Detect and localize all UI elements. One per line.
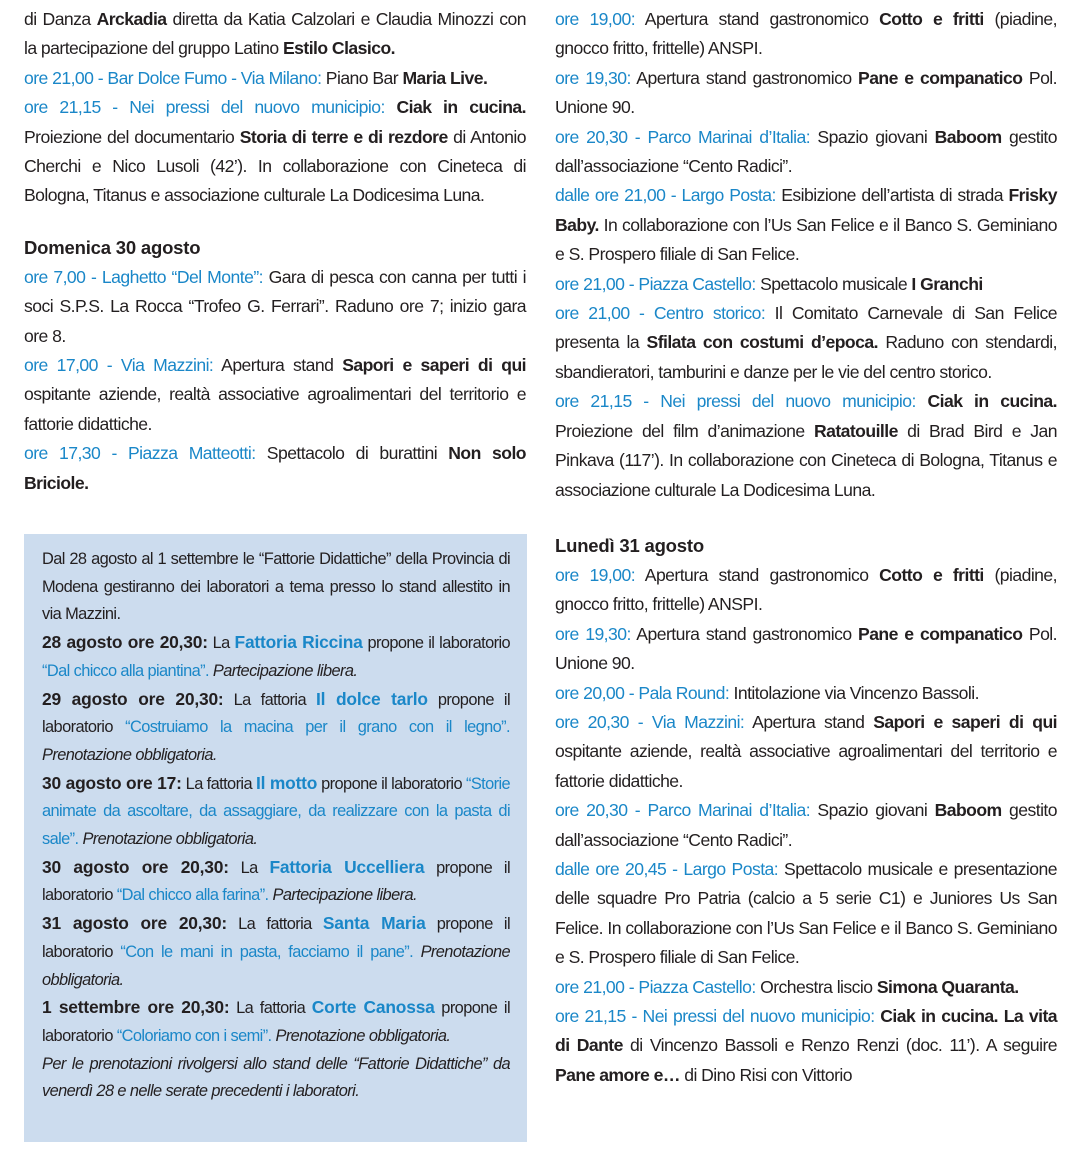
right-column <box>555 5 1057 1090</box>
box-entry: 31 agosto ore 20,30: La fattoria Santa Maria propone il laboratorio “Con le mani in pasta, facciamo il pane”. Prenotazione obbligatoria. <box>42 913 510 989</box>
event-paragraph: ore 7,00 - Laghetto “Del Monte”: Gara di pesca con canna per tutti i soci S.P.S. La Rocca “Trofeo G. Ferrari”. Raduno ore 7; inizio gara ore 8. <box>24 266 526 346</box>
event-paragraph: ore 21,00 - Bar Dolce Fumo - Via Milano: Piano Bar Maria Live. <box>24 67 488 88</box>
event-paragraph: ore 17,00 - Via Mazzini: Apertura stand Sapori e saperi di qui ospitante aziende, realtà associative agroalimentari del territorio e fattorie didattiche. <box>24 355 526 434</box>
event-paragraph: ore 21,00 - Piazza Castello: Orchestra liscio Simona Quaranta. <box>555 976 1019 997</box>
event-paragraph: dalle ore 20,45 - Largo Posta: Spettacolo musicale e presentazione delle squadre Pro Patria (calcio a 5 serie C1) e Juniores Us San Felice. In collaborazione con l’Us San Felice e il Banco S. Geminiano e S. Prospero filiale di San Felice. <box>555 858 1057 968</box>
event-paragraph: ore 20,30 - Parco Marinai d’Italia: Spazio giovani Baboom gestito dall’associazione “Cento Radici”. <box>555 800 1057 850</box>
box-entry: 30 agosto ore 20,30: La Fattoria Uccelliera propone il laboratorio “Dal chicco alla farina”. Partecipazione libera. <box>42 856 511 905</box>
day-heading: Domenica 30 agosto <box>24 236 201 258</box>
box-entry: 1 settembre ore 20,30: La fattoria Corte Canossa propone il laboratorio “Coloriamo con i semi”. Prenotazione obbligatoria. <box>42 997 511 1045</box>
event-paragraph: ore 19,00: Apertura stand gastronomico Cotto e fritti (piadine, gnocco fritto, frittelle) ANSPI. <box>555 9 1057 59</box>
event-paragraph: ore 21,15 - Nei pressi del nuovo municipio: Ciak in cucina. La vita di Dante di Vincenzo Bassoli e Renzo Renzi (doc. 11’). A seguire Pane amore e… di Dino Risi con Vittorio <box>555 1006 1058 1085</box>
event-paragraph: ore 21,15 - Nei pressi del nuovo municipio: Ciak in cucina. Proiezione del documentario Storia di terre e di rezdore di Antonio Cherchi e Nico Lusoli (42’). In collaborazione con Cineteca di Bologna, Titanus e associazione culturale La Dodicesima Luna. <box>24 97 526 206</box>
event-paragraph: ore 20,30 - Via Mazzini: Apertura stand Sapori e saperi di qui ospitante aziende, realtà associative agroalimentari del territorio e fattorie didattiche. <box>555 711 1057 791</box>
box-entry: 30 agosto ore 17: La fattoria Il motto propone il laboratorio “Storie animate da ascoltare, da assaggiare, da realizzare con la pasta di sale”. Prenotazione obbligatoria. <box>42 772 511 849</box>
event-paragraph: ore 20,00 - Pala Round: Intitolazione via Vincenzo Bassoli. <box>555 682 979 703</box>
event-paragraph: ore 21,00 - Centro storico: Il Comitato Carnevale di San Felice presenta la Sfilata con costumi d’epoca. Raduno con stendardi, sbandieratori, tamburini e danze per le vie del centro storico. <box>555 303 1058 382</box>
event-paragraph: ore 19,00: Apertura stand gastronomico Cotto e fritti (piadine, gnocco fritto, frittelle) ANSPI. <box>555 564 1057 615</box>
event-paragraph: ore 19,30: Apertura stand gastronomico Pane e companatico Pol. Unione 90. <box>555 67 1058 118</box>
left-column <box>24 5 526 498</box>
event-paragraph: ore 21,00 - Piazza Castello: Spettacolo musicale I Granchi <box>555 273 983 294</box>
day-heading: Lunedì 31 agosto <box>555 534 704 556</box>
box-note: Per le prenotazioni rivolgersi allo stand delle “Fattorie Didattiche” da venerdì 28 e nelle serate precedenti i laboratori. <box>42 1054 510 1101</box>
event-paragraph: ore 19,30: Apertura stand gastronomico Pane e companatico Pol. Unione 90. <box>555 623 1058 674</box>
box-intro: Dal 28 agosto al 1 settembre le “Fattorie Didattiche” della Provincia di Modena gestiranno dei laboratori a tema presso lo stand allestito in via Mazzini. <box>42 550 510 624</box>
event-paragraph: dalle ore 21,00 - Largo Posta: Esibizione dell’artista di strada Frisky Baby. In collaborazione con l’Us San Felice e il Banco S. Geminiano e S. Prospero filiale di San Felice. <box>555 185 1057 265</box>
event-paragraph: ore 20,30 - Parco Marinai d’Italia: Spazio giovani Baboom gestito dall’associazione “Cento Radici”. <box>555 126 1057 177</box>
event-paragraph: di Danza Arckadia diretta da Katia Calzolari e Claudia Minozzi con la partecipazione del gruppo Latino Estilo Clasico. <box>24 9 526 59</box>
event-paragraph: ore 21,15 - Nei pressi del nuovo municipio: Ciak in cucina. Proiezione del film d’animazione Ratatouille di Brad Bird e Jan Pinkava (117’). In collaborazione con Cineteca di Bologna, Titanus e associazione culturale La Dodicesima Luna. <box>555 391 1057 500</box>
box-entry: 28 agosto ore 20,30: La Fattoria Riccina propone il laboratorio “Dal chicco alla piantina”. Partecipazione libera. <box>42 632 511 680</box>
fattorie-didattiche-box <box>24 534 527 1142</box>
box-entry: 29 agosto ore 20,30: La fattoria Il dolce tarlo propone il laboratorio “Costruiamo la macina per il grano con il legno”. Prenotazione obbligatoria. <box>42 688 510 764</box>
event-paragraph: ore 17,30 - Piazza Matteotti: Spettacolo di burattini Non solo Briciole. <box>24 443 526 493</box>
